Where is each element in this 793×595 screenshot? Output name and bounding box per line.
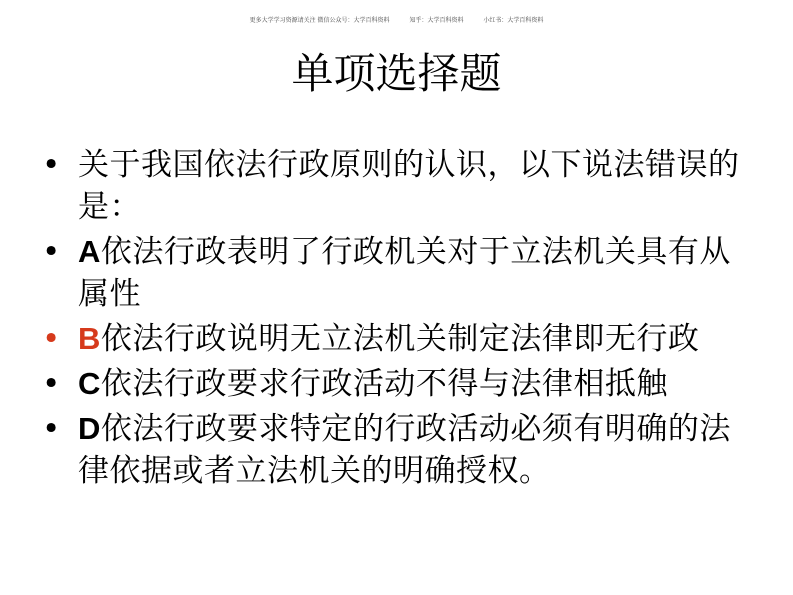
option-a: [42, 231, 762, 315]
option-text: 依法行政要求特定的行政活动必须有明确的法律依据或者立法机关的明确授权。: [78, 411, 731, 489]
slide-title: 单项选择题: [291, 49, 502, 98]
option-letter: D: [78, 411, 101, 446]
header-note-wechat: 更多大学学习资源请关注 微信公众号：大学百科资料: [249, 17, 390, 24]
option-letter: C: [78, 366, 101, 401]
question-text: 关于我国依法行政原则的认识，以下说法错误的是：: [78, 147, 740, 225]
option-text: 依法行政表明了行政机关对于立法机关具有从属性: [78, 234, 731, 312]
question-stem: [42, 144, 762, 228]
header-note-zhihu: 知乎：大学百科资料: [409, 17, 464, 24]
option-text: 依法行政说明无立法机关制定法律即无行政: [100, 321, 700, 357]
option-letter: A: [78, 234, 101, 269]
bullet-icon: •: [42, 234, 61, 270]
option-c: [42, 363, 762, 405]
option-letter: B: [78, 321, 101, 356]
bullet-list: [42, 144, 762, 495]
option-text: 依法行政要求行政活动不得与法律相抵触: [100, 366, 668, 402]
option-b: [42, 318, 762, 360]
option-d: [42, 408, 762, 492]
header-note-xiaohongshu: 小红书：大学百科资料: [483, 17, 544, 24]
bullet-icon: •: [42, 321, 61, 357]
header-note: [0, 15, 793, 24]
bullet-icon: •: [42, 366, 61, 402]
bullet-icon: •: [42, 411, 61, 447]
bullet-icon: •: [42, 147, 61, 183]
